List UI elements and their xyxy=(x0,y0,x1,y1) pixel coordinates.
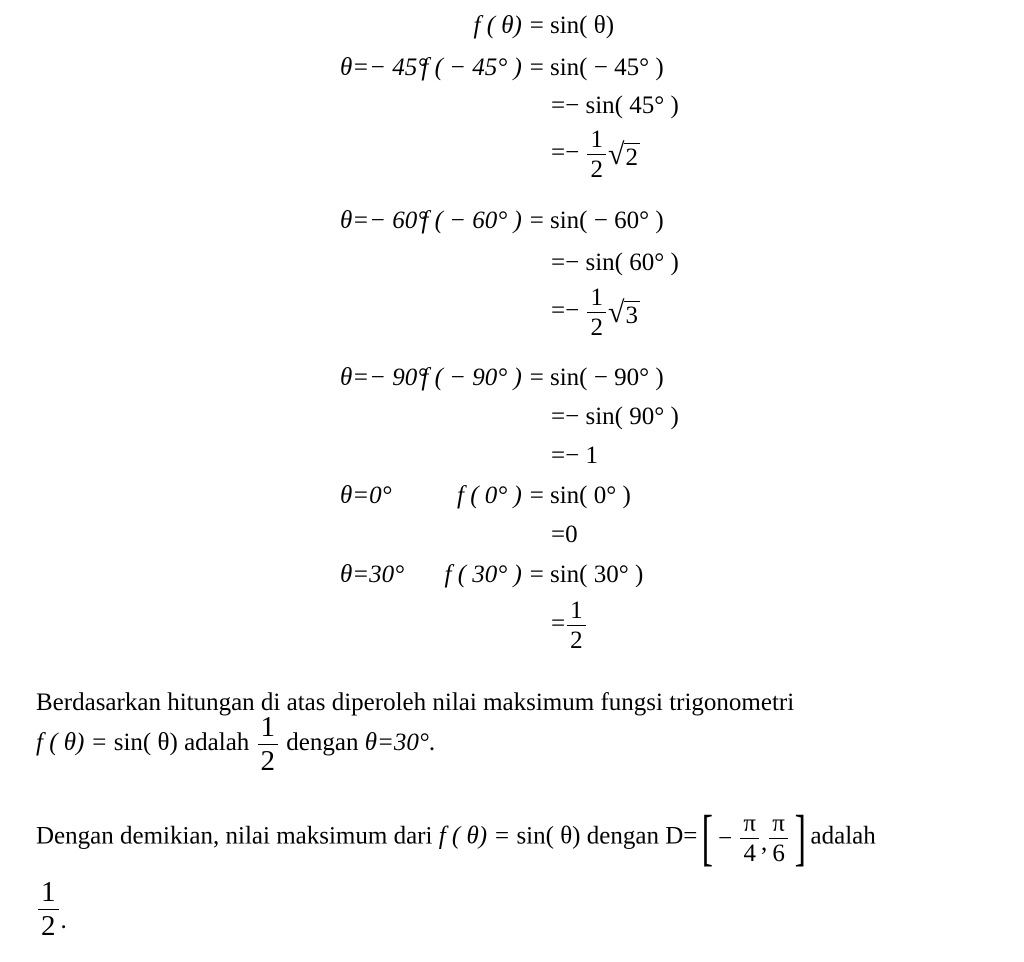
answer-fraction xyxy=(38,878,59,941)
step-text: − sin( 90° ) xyxy=(565,403,679,430)
equals-sign: = xyxy=(551,297,566,325)
header-lhs: f ( θ) = xyxy=(473,12,545,39)
fraction-numerator: π xyxy=(769,811,788,839)
step-text: − sin( 60° ) xyxy=(565,249,679,276)
close-bracket: ] xyxy=(794,804,806,872)
case-label-neg45: θ=− 45° xyxy=(340,54,428,81)
minus-sign: − xyxy=(565,139,580,167)
domain-label: D= xyxy=(665,822,698,850)
radicand: 2 xyxy=(625,143,638,171)
equals-sign: = xyxy=(551,521,566,548)
minus-sign: − xyxy=(718,824,733,852)
header-rhs xyxy=(550,13,614,38)
sqrt xyxy=(607,137,640,171)
radicand: 3 xyxy=(625,301,638,329)
equals-sign: = xyxy=(551,139,566,167)
fraction-numerator: 1 xyxy=(567,598,586,626)
case-lhs-0: f ( 0° ) = xyxy=(457,482,545,509)
fraction-numerator: 1 xyxy=(38,878,59,910)
case-step-neg45-2 xyxy=(551,93,679,118)
comma: , xyxy=(761,829,768,856)
case-step-30-2 xyxy=(551,598,588,653)
case-step-neg90-3 xyxy=(551,443,598,468)
fraction-denominator: 4 xyxy=(743,839,756,867)
case-label-30: θ=30° xyxy=(340,561,405,588)
fraction-pi-4 xyxy=(740,811,759,866)
case-step-30-1: sin( 30° ) xyxy=(550,561,644,588)
theta-value: θ=30° xyxy=(364,729,429,757)
fraction-denominator: 2 xyxy=(570,627,583,654)
equals-sign: = xyxy=(551,610,566,638)
text-adalah: adalah xyxy=(810,822,876,850)
case-lhs-30: f ( 30° ) = xyxy=(444,561,545,588)
fraction xyxy=(587,285,606,340)
header-rhs-text: sin( θ) xyxy=(550,12,615,39)
function-expression: f ( θ) = xyxy=(36,729,108,757)
max-value-fraction xyxy=(258,713,279,776)
case-lhs-neg60: f ( − 60° ) = xyxy=(421,207,545,234)
fraction-numerator: π xyxy=(740,811,759,839)
case-label-neg60: θ=− 60° xyxy=(340,207,428,234)
case-step-neg90-2 xyxy=(551,404,679,429)
fraction-denominator: 2 xyxy=(41,910,56,942)
conclusion-2-line-1 xyxy=(36,804,876,872)
equals-sign: = xyxy=(551,403,566,430)
fraction xyxy=(587,127,606,182)
period: . xyxy=(60,907,67,935)
sin-expression: sin( θ) xyxy=(516,822,581,850)
equals-sign: = xyxy=(551,249,566,276)
case-step-neg45-1: sin( − 45° ) xyxy=(550,54,664,81)
function-expression: f ( θ) = xyxy=(438,822,511,850)
sin-expression: sin( θ) xyxy=(113,729,178,757)
case-step-neg90-1: sin( − 90° ) xyxy=(550,364,664,391)
fraction-numerator: 1 xyxy=(587,285,606,313)
case-step-neg60-2 xyxy=(551,250,679,275)
text-adalah: adalah xyxy=(177,729,256,757)
domain-interval xyxy=(697,804,810,872)
step-text: − 1 xyxy=(565,442,598,469)
text-dengan: dengan xyxy=(580,822,666,850)
fraction-denominator: 2 xyxy=(590,156,603,183)
conclusion-line-1: Berdasarkan hitungan di atas diperoleh nilai maksimum fungsi trigonometri xyxy=(36,689,795,716)
case-step-neg45-3 xyxy=(551,127,640,182)
case-lhs-neg90: f ( − 90° ) = xyxy=(421,364,545,391)
fraction xyxy=(567,598,586,653)
radical-sign-icon: √ xyxy=(607,295,625,329)
fraction-numerator: 1 xyxy=(258,713,279,745)
step-text: 0 xyxy=(565,521,578,548)
case-step-neg60-3 xyxy=(551,285,640,340)
fraction-pi-6 xyxy=(769,811,788,866)
fraction-denominator: 6 xyxy=(772,839,785,867)
case-step-0-1: sin( 0° ) xyxy=(550,482,631,509)
fraction-denominator: 2 xyxy=(590,314,603,341)
case-step-0-2 xyxy=(551,522,578,547)
text-intro: Dengan demikian, nilai maksimum dari xyxy=(36,822,439,850)
open-bracket: [ xyxy=(702,804,714,872)
equals-sign: = xyxy=(551,442,566,469)
case-lhs-neg45: f ( − 45° ) = xyxy=(421,54,545,81)
case-label-0: θ=0° xyxy=(340,482,392,509)
minus-sign: − xyxy=(565,297,580,325)
radical-sign-icon: √ xyxy=(607,137,625,171)
conclusion-line-2 xyxy=(36,713,435,776)
case-label-neg90: θ=− 90° xyxy=(340,364,428,391)
sqrt xyxy=(607,295,640,329)
fraction-denominator: 2 xyxy=(260,745,276,777)
conclusion-2-answer xyxy=(36,878,67,941)
equals-sign: = xyxy=(551,92,566,119)
case-step-neg60-1: sin( − 60° ) xyxy=(550,207,664,234)
period: . xyxy=(428,729,436,757)
step-text: − sin( 45° ) xyxy=(565,92,679,119)
fraction-numerator: 1 xyxy=(587,127,606,155)
text-dengan: dengan xyxy=(280,729,365,757)
